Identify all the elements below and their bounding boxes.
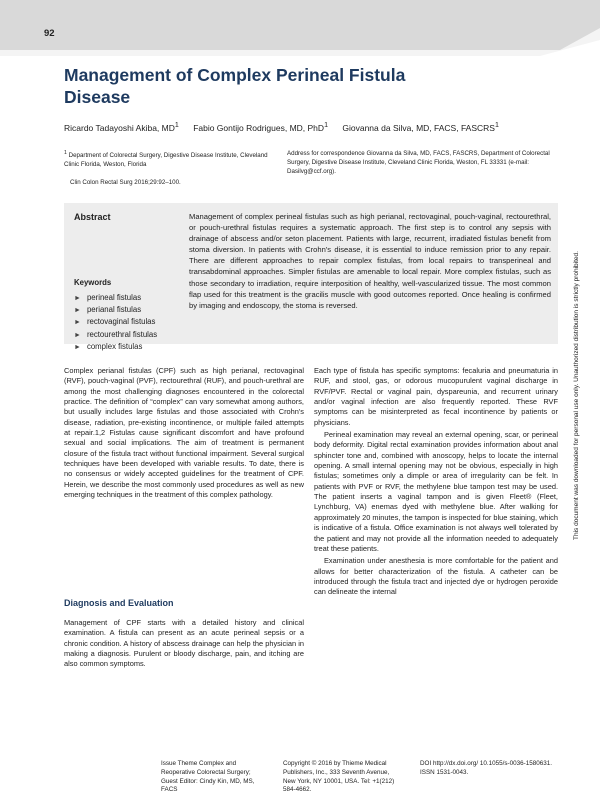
affiliation-text: Department of Colorectal Surgery, Digestive Disease Institute, Cleveland Clinic Florida, Weston, Florida <box>64 152 268 169</box>
keyword-text: perianal fistulas <box>86 305 142 315</box>
diagnosis-paragraph: Management of CPF starts with a detailed history and clinical examination. A fistula can present as an acute perineal sepsis or a chronic condition. A history of abscess drainage can help the physician in making a diagnosis. Purulent or bloody discharge, pain, and itching are also common symptoms. <box>64 618 304 669</box>
author-list <box>64 121 564 133</box>
keyword-item <box>74 329 157 341</box>
doi-note: DOI http://dx.doi.org/ 10.1055/s-0036-1580631. ISSN 1531-0043. <box>420 760 552 776</box>
anesthesia-paragraph: Examination under anesthesia is more comfortable for the patient and allows for better characterization of the fistula. A catheter can be introduced through the fistula tract and injected dye or hydrogen peroxide can delineate the internal <box>314 556 558 597</box>
examination-paragraph: Perineal examination may reveal an external opening, scar, or perineal body deformity. Digital rectal examination provides information about anal sphincter tone and, combined with anoscopy, helps to locate the internal opening. A small internal opening may not be obvious, especially in high fistulas; sometimes only a dimple or area of irregularity can be felt. In patients with PVF or RVF, the methylene blue tampon test may be used. The patient inserts a vaginal tampon and is given Fleet® (Fleet, Lynchburg, VA) enemas dyed with methylene blue. After walking for approximately 20 minutes, the tampon is inspected for blue staining, which is indicative of a fistula. Office examination is not always well tolerated by the patient and may not provide all the information needed to adequately treat these patients. <box>314 430 558 553</box>
header-bar <box>0 0 600 56</box>
keyword-item <box>74 304 157 316</box>
keyword-text: rectovaginal fistulas <box>86 317 156 327</box>
triangle-bullet-icon: ► <box>74 343 81 351</box>
keyword-text: complex fistulas <box>86 341 143 351</box>
keyword-text: perineal fistulas <box>86 293 142 302</box>
intro-paragraph: Complex perianal fistulas (CPF) such as high perianal, rectovaginal (RVF), pouch-vaginal (PVF), rectourethral (RUF), and pouch-urethral are among the most challenging diagnoses encountered in the colorectal practice. The definition of “complex” can vary somewhat among authors, but usually includes large fistulas and those associated with Crohn's disease, radiation, pre-existing incontinence, or multiple failed attempts at repair.1,2 Fistulas cause significant discomfort and have profound sexual and social implications. The aim of treatment is permanent closure of the fistula tract without functional impairment. Several surgical techniques have been developed with variable results. To date, there is no consensus or widely accepted guidelines for the treatment of CPF. Herein, we describe the most commonly used procedures as well as new emerging techniques in the treatment of this complex pathology. <box>64 366 304 500</box>
author-affil-sup: 1 <box>174 121 179 129</box>
author-affil-sup: 1 <box>324 121 328 129</box>
author-name: Ricardo Tadayoshi Akiba, MD <box>64 122 175 133</box>
keywords-heading: Keywords <box>74 278 112 287</box>
section-heading-diagnosis: Diagnosis and Evaluation <box>64 598 174 608</box>
triangle-bullet-icon: ► <box>74 319 81 327</box>
author-name: Fabio Gontijo Rodrigues, MD, PhD <box>193 122 325 133</box>
triangle-bullet-icon: ► <box>74 295 81 302</box>
title-line-1: Management of Complex Perineal Fistula <box>64 65 406 85</box>
affiliation <box>64 149 274 169</box>
triangle-bullet-icon: ► <box>74 307 81 315</box>
download-notice: This document was downloaded for personal use only. Unauthorized distribution is strictly prohibited. <box>573 251 580 540</box>
header-band <box>0 0 600 56</box>
keyword-item <box>74 316 157 328</box>
affiliation-sup: 1 <box>64 150 67 156</box>
right-column <box>314 366 558 598</box>
abstract-body: Management of complex perineal fistulas such as high perianal, rectovaginal, pouch-vaginal, rectourethral, or pouch-urethral fistulas requires a systematic approach. The first step is to control any sepsis with drainage of abscess and/or seton placement. Patients with large, recurrent, irradiated fistulas benefit from stoma diversion. In patients with Crohn's disease, it is essential to induce remission prior to any repair. There are different approaches to repair complex fistulas, from local repairs to transperineal and transabdominal approaches. Simpler fistulas are amenable to local repair. More complex fistulas, such as those secondary to irradiation, require interposition of healthy, well-vascularized tissue. The most common flap used for this treatment is the gracilis muscle with good outcomes reported. Once healing is confirmed by imaging and endoscopy, the stoma is reversed. <box>189 212 551 310</box>
keyword-item <box>74 341 157 353</box>
triangle-bullet-icon: ► <box>74 331 81 339</box>
title-line-2: Disease <box>64 87 131 107</box>
keyword-text: rectourethral fistulas <box>86 329 158 339</box>
author-name: Giovanna da Silva, MD, FACS, FASCRS <box>342 122 495 133</box>
symptoms-paragraph: Each type of fistula has specific symptoms: fecaluria and pneumaturia in RUF, and stool, gas, or odorous mucopurulent vaginal discharge in RVF/PVF. Rectal or vaginal pain, dyspareunia, and recurrent urinary and/or vaginal infection are also frequently reported. These RVF symptoms can be misinterpreted as fecal incontinence by patients or physicians. <box>314 366 558 427</box>
author-affil-sup: 1 <box>494 121 499 129</box>
issue-theme-note: Issue Theme Complex and Reoperative Colorectal Surgery; Guest Editor: Cindy Kin, MD, MS, FACS <box>161 760 255 794</box>
page-number: 92 <box>44 28 55 39</box>
journal-citation: Clin Colon Rectal Surg 2016;29:92–100. <box>70 179 181 186</box>
correspondence-address: Address for correspondence Giovanna da Silva, MD, FACS, FASCRS, Department of Colorectal Surgery, Digestive Disease Institute, Cleveland Clinic Florida, Weston, FL 33331 (e-mail: Dasilvg@ccf.org). <box>287 150 550 175</box>
copyright-note: Copyright © 2016 by Thieme Medical Publishers, Inc., 333 Seventh Avenue, New York, NY 10001, USA. Tel: +1(212) 584-4662. <box>283 760 395 794</box>
abstract-heading: Abstract <box>74 212 111 222</box>
keywords-list <box>74 292 157 353</box>
article-title <box>64 64 484 108</box>
keyword-item <box>74 292 157 304</box>
